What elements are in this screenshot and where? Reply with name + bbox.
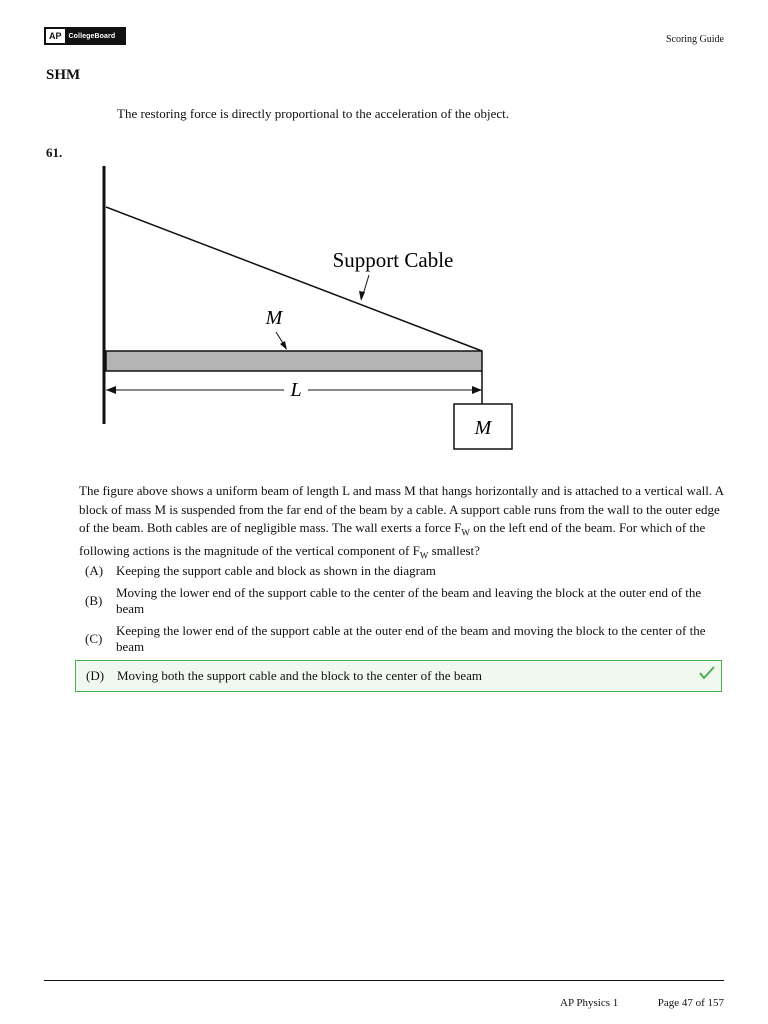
header-title: Scoring Guide bbox=[665, 34, 724, 45]
length-label: L bbox=[290, 379, 302, 401]
check-icon bbox=[699, 666, 715, 680]
question-number: 61. bbox=[46, 145, 63, 160]
question-stem: The figure above shows a uniform beam of length L and mass M that hangs horizontally and is attached to a vertical wall. A block of mass M is suspended from the far end of the beam by a cable. A support cable runs from the wall to the outer edge of the beam. Both cables are of negligible mass. The wall exerts a force $F_W$ on the left end of the beam. For which of the following actions is the magnitude of the vertical component of $F_W$ smallest? bbox=[79, 483, 724, 561]
footer-course: AP Physics 1 bbox=[560, 997, 619, 1009]
choice-d-correct[interactable] bbox=[75, 660, 722, 692]
choice-b[interactable] bbox=[79, 585, 719, 617]
cable-label-arrowhead bbox=[359, 291, 365, 301]
length-arrow-right bbox=[472, 386, 482, 394]
choice-letter: (B) bbox=[85, 593, 103, 608]
choice-text: Moving both the support cable and the block to the center of the beam bbox=[117, 668, 482, 683]
choice-a[interactable] bbox=[79, 563, 719, 579]
choice-c[interactable] bbox=[79, 623, 719, 655]
section-title: SHM bbox=[46, 67, 81, 83]
ap-logo: AP bbox=[46, 29, 65, 43]
choice-letter: (C) bbox=[85, 631, 103, 646]
beam-figure bbox=[96, 160, 526, 460]
footer-divider bbox=[44, 980, 724, 981]
block-label: M bbox=[474, 417, 492, 439]
choice-letter: (D) bbox=[86, 668, 105, 683]
cable-label: Support Cable bbox=[332, 248, 454, 272]
choice-text: Moving the lower end of the support cable to the center of the beam and leaving the block at the outer end of the beam bbox=[116, 585, 702, 616]
choice-text: Keeping the lower end of the support cable at the outer end of the beam and moving the block to the center of the beam bbox=[116, 623, 706, 654]
college-board-logo bbox=[44, 27, 126, 45]
choice-text: Keeping the support cable and block as shown in the diagram bbox=[116, 563, 436, 578]
footer-page-number: Page 47 of 157 bbox=[657, 997, 724, 1009]
beam-mass-label: M bbox=[265, 307, 283, 329]
choice-letter: (A) bbox=[85, 563, 104, 578]
college-board-wordmark: CollegeBoard bbox=[68, 32, 116, 40]
support-cable bbox=[106, 207, 482, 351]
previous-answer-text: The restoring force is directly proportional to the acceleration of the object. bbox=[117, 106, 510, 121]
beam-mass-arrowhead bbox=[280, 341, 287, 350]
length-arrow-left bbox=[106, 386, 116, 394]
beam bbox=[106, 351, 482, 371]
